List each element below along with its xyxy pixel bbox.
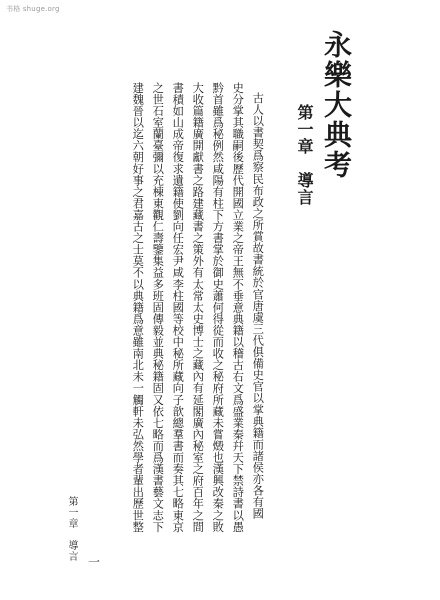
body-line-4: 大收篇籍廣開獻書之路建藏書之策外有太常太史博士之藏內有延閣廣內秘室之府百年之間 — [191, 82, 205, 533]
body-line-6: 之世石室蘭臺彌以充棟東觀仁壽鑒集益多班固傳毅並典秘籍固又依七略而爲漢書藝文志下 — [151, 82, 165, 533]
body-line-7: 建魏晉以迄六朝好事之君嘉古之士莫不以典籍爲意雖南北未一觸軒未弘然學者輩出歷世整 — [131, 82, 145, 533]
body-line-5: 書積如山成帝復求遺籍使劉向任宏尹咸李柱國等校中秘所藏向子歆總羣書而奏其七略東京 — [171, 82, 185, 533]
body-line-3: 黔首雖爲秘例然咸陽有柱下方書掌於御史蕭何得從而收之秘府所藏未嘗燬也漢興改秦之敗 — [211, 82, 225, 533]
book-title: 永樂大典考 — [320, 30, 353, 180]
running-head: 第一章 導言 — [66, 496, 77, 562]
page-number: 一 — [88, 555, 101, 569]
chapter-heading: 第一章 導言 — [295, 104, 314, 206]
body-line-2: 史分掌其職嗣後歷代開國立業之帝王無不垂意典籍以稽古右文爲盛業秦幷天下禁詩書以愚 — [231, 82, 245, 533]
body-line-1: 古人以書契爲察民布政之所賞故書統於官唐虞三代俱備史官以掌典籍而諸侯亦各有國 — [251, 92, 265, 520]
watermark-label: 书格 shuge.org — [6, 5, 60, 13]
